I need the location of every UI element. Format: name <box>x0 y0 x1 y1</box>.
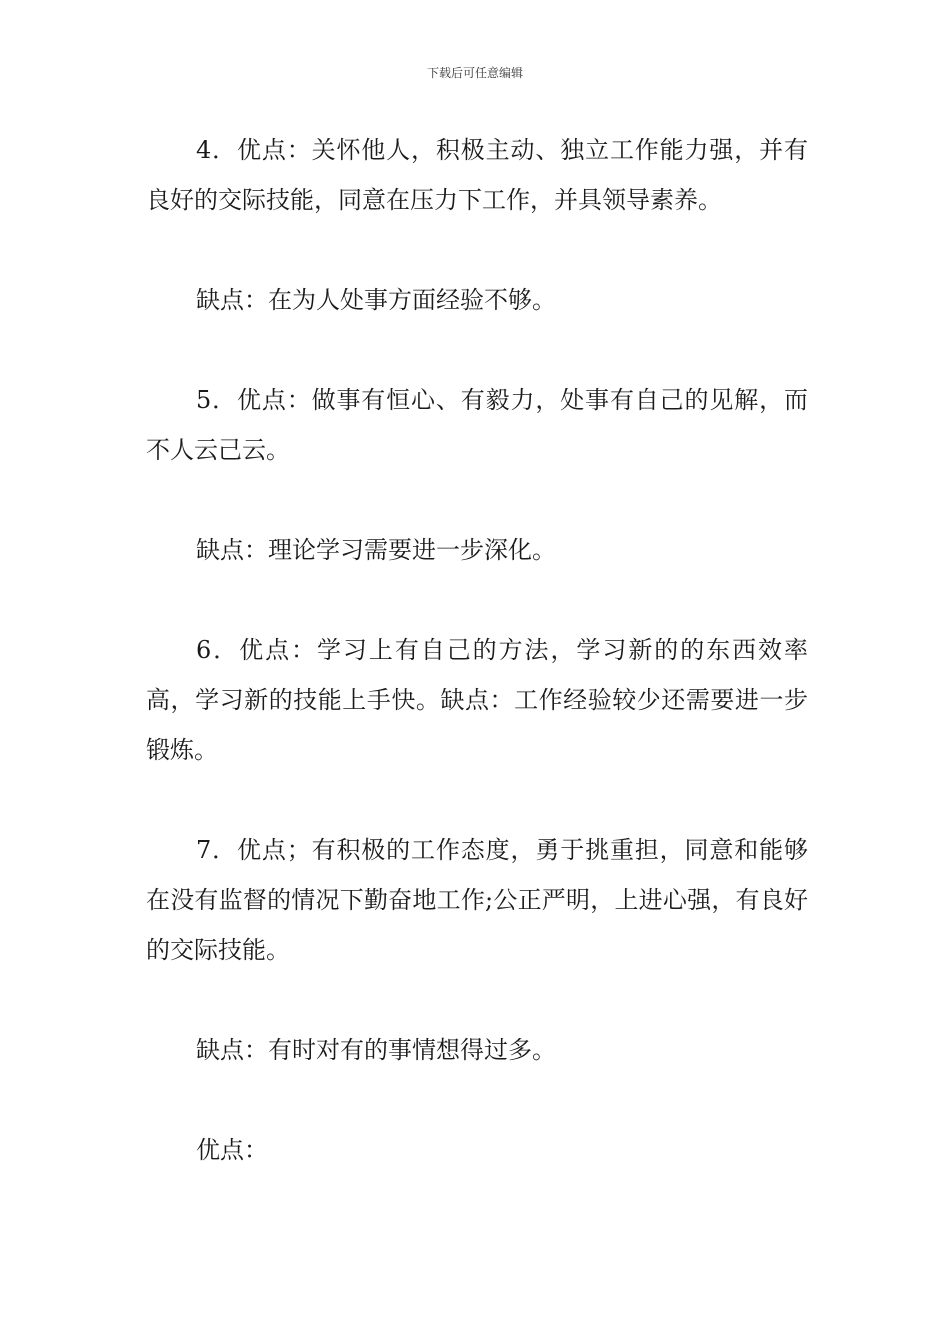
paragraph-5-weaknesses: 缺点：理论学习需要进一步深化。 <box>196 536 556 564</box>
paragraph-7-weaknesses: 缺点：有时对有的事情想得过多。 <box>196 1036 556 1064</box>
page-header: 下载后可任意编辑 <box>426 66 523 80</box>
paragraph-next-strengths: 优点： <box>196 1136 268 1164</box>
paragraph-5-strengths: 5．优点：做事有恒心、有毅力，处事有自己的见解，而不人云己云。 <box>146 386 808 464</box>
paragraph-6-strengths-weaknesses: 6．优点：学习上有自己的方法，学习新的的东西效率高，学习新的技能上手快。缺点：工作经验较少还需要进一步锻炼。 <box>146 636 808 764</box>
paragraph-7-strengths: 7．优点；有积极的工作态度，勇于挑重担，同意和能够在没有监督的情况下勤奋地工作;公正严明，上进心强，有良好的交际技能。 <box>146 836 808 964</box>
paragraph-4-weaknesses: 缺点：在为人处事方面经验不够。 <box>196 286 556 314</box>
paragraph-4-strengths: 4．优点：关怀他人，积极主动、独立工作能力强，并有良好的交际技能，同意在压力下工作，并具领导素养。 <box>146 136 808 214</box>
